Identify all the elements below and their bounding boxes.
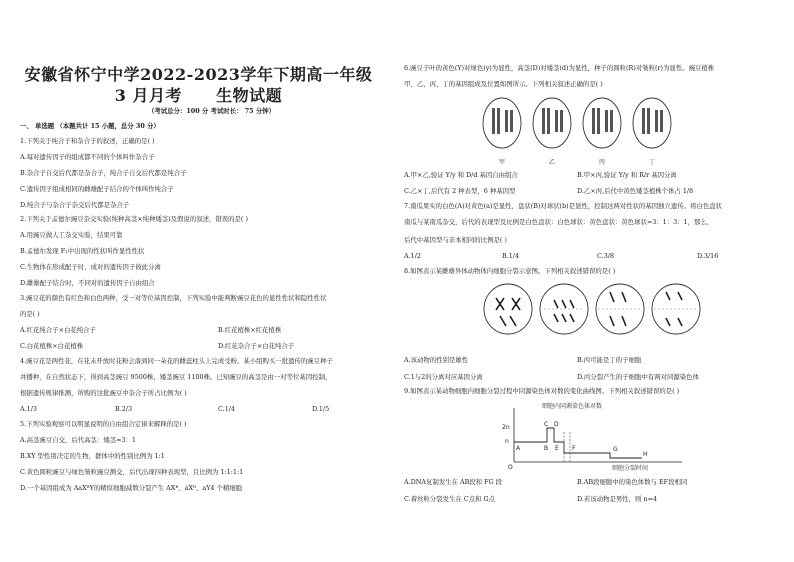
exam-title-line2 [0, 83, 397, 106]
q9-homologous-pairs-graph [492, 398, 692, 472]
point-b: B [544, 445, 549, 452]
q6-option-d: D.乙×丙,后代中黄色矮茎植株个体占 1/8 [577, 187, 694, 195]
q9-stem: 9.如图表示某动物细胞内细胞分裂过程中同源染色体对数的变化曲线图。下列相关叙述错误的是( ) [404, 387, 680, 395]
plant-ding-cell [633, 98, 671, 148]
point-a: A [516, 445, 521, 452]
q7-stem-line3: 后代中基因型与亲本相同的比例是( ) [404, 236, 507, 244]
q1-option-c: C.遗传因子组成相同的雌雄配子结合的个体叫作纯合子 [20, 185, 174, 193]
q1-option-b: B.杂合子自交后代都是杂合子，纯合子自交后代都是纯合子 [20, 169, 187, 177]
q3-stem-line2: 的是( ) [20, 310, 40, 318]
label-yi: 乙 [549, 159, 556, 166]
q3-option-b: B.红花植株×红花植株 [218, 326, 282, 334]
section-heading: 一、 单选题 （本题共计 15 小题，总分 30 分） [20, 122, 160, 130]
label-ding: 丁 [649, 159, 656, 166]
q4-stem-line1: 4.豌豆花是两性花，在花未开放时花粉会落到同一朵花的雌蕊柱头上完成受粉。某小组购买一批遗传的豌豆种子 [20, 357, 333, 365]
q6-stem-line2: 甲、乙、丙、丁的基因组成及位置如图所示。下列相关叙述正确的是( ) [404, 80, 603, 88]
q5-option-d: D.一个基因组成为 AaXᴮY的精原细胞减数分裂产生 AXᴮ、aXᴮ、aY4 个精细胞 [20, 484, 243, 492]
graph-curve [514, 428, 642, 458]
q1-stem: 1.下列关于纯合子和杂合子的叙述，正确的是( ) [20, 137, 155, 145]
q8-cell-division-figure [482, 280, 702, 340]
q2-option-a: A.用豌豆做人工杂交实验，结果可靠 [20, 231, 123, 239]
q2-option-d: D.雌雄配子结合时，不同对的遗传因子自由组合 [20, 279, 155, 287]
exam-month: 3 月月考 [114, 86, 183, 105]
exam-title-line1: 安徽省怀宁中学2022-2023学年下期高一年级 [24, 65, 373, 84]
q4-stem-line3: 根据遗传规律推测，所购的这批豌豆中杂合子所占比例为( ) [20, 389, 187, 397]
q5-option-b: B.XY 型性别决定的生物，群体中的性别比例为 1:1 [20, 452, 165, 460]
cell-3 [596, 284, 644, 334]
origin-label: O [508, 464, 513, 471]
q2-option-b: B.孟德尔发现 F₁中出现的性状叫作显性性状 [20, 247, 145, 255]
exam-info: （考试总分：100 分 考试时长： 75 分钟） [148, 107, 275, 115]
q1-option-d: D.纯合子与杂合子杂交后代都是杂合子 [20, 201, 130, 209]
exam-subject: 生物试题 [216, 86, 283, 105]
q3-option-d: D.红花杂合子×白花纯合子 [218, 342, 295, 350]
ytick-2n: 2n [502, 424, 510, 431]
plant-bing-cell [583, 98, 621, 148]
point-g: G [613, 446, 618, 453]
q8-option-a: A.该动物的性别是雄性 [404, 356, 469, 364]
ytick-n: n [505, 438, 509, 445]
q6-option-b: B.甲×丙,验证 Y/y 和 R/r 基因分离 [577, 171, 677, 179]
label-jia: 甲 [499, 159, 506, 166]
q5-option-a: A.高茎豌豆自交，后代高茎：矮茎=3：1 [20, 436, 136, 444]
q3-option-c: C.白花植株×白花植株 [20, 342, 84, 350]
q4-option-b: B.2/3 [115, 405, 133, 413]
q2-option-c: C.生物体在形成配子时，成对的遗传因子彼此分离 [20, 263, 161, 271]
q6-stem-line1: 6.豌豆子叶的黄色(Y)对绿色(y)为显性，高茎(D)对矮茎(d)为显性，种子的圆粒(R)对皱粒(r)为显性。豌豆植株 [404, 64, 715, 72]
q1-option-a: A.每对遗传因子的组成都不同的个体叫作杂合子 [20, 153, 155, 161]
q3-stem-line1: 3.豌豆花的颜色有红色和白色两种，受一对等位基因控制，下列实验中能判断豌豆花色的显性性状和隐性性状 [20, 294, 327, 302]
plant-jia-cell [483, 98, 521, 148]
point-d: D [554, 421, 559, 428]
q9-option-c: C.着丝粒分裂发生在 C点和 G点 [404, 495, 496, 503]
q7-option-c: C.3/8 [597, 252, 614, 260]
q8-option-d: D.丙分裂产生的子细胞中有两对同源染色体 [577, 373, 699, 381]
q4-option-c: C.1/4 [218, 405, 235, 413]
q8-option-b: B.丙可能是丁的子细胞 [577, 356, 642, 364]
graph-title: 细胞内同源染色体对数 [542, 403, 603, 410]
q3-option-a: A.红花纯合子×白花纯合子 [20, 326, 96, 334]
x-axis-label: 细胞分裂时间 [612, 465, 649, 472]
q9-option-d: D.若该动物是男性，则 n=4 [577, 495, 658, 503]
point-h: H [643, 451, 648, 458]
q2-stem: 2.下列关于孟德尔豌豆杂交实验(纯种高茎×纯种矮茎)及假说的叙述，错误的是( ) [20, 215, 248, 223]
point-f: F [572, 445, 576, 452]
q4-stem-line2: 并播种，在自然状态下，得到高茎豌豆 9500株，矮茎豌豆 1100株。已知豌豆的高茎是由一对等位基因控制， [20, 373, 332, 381]
q8-stem: 8.如图表示某雌雄异体动物体内细胞分裂示意图。下列相关叙述错误的是( ) [404, 267, 616, 275]
cell-2 [540, 284, 588, 334]
q8-option-c: C.1与2的分离对应基因分离 [404, 373, 483, 381]
cell-1 [484, 284, 532, 334]
point-e: E [555, 445, 559, 452]
cell-4 [652, 284, 700, 334]
q4-option-d: D.1/5 [312, 405, 330, 413]
q7-stem-line1: 7.南瓜果实的白色(A)对黄色(a)是显性，盘状(B)对球状(b)是显性，控制这两对性状的基因独立遗传。将白色盘状 [404, 202, 723, 210]
label-bing: 丙 [599, 159, 606, 166]
q9-option-a: A.DNA复制发生在 AB段和 FG 段 [404, 478, 503, 486]
q7-option-b: B.1/4 [502, 252, 520, 260]
q7-stem-line2: 南瓜与某南瓜杂交，后代的表现型及比例是白色盘状：白色球状：黄色盘状：黄色球状=3：1：3：1，那么， [404, 218, 714, 226]
point-c: C [544, 421, 549, 428]
q7-option-d: D.3/16 [697, 252, 719, 260]
plant-yi-cell [533, 98, 571, 148]
q6-chromosome-figure [477, 96, 677, 168]
q5-stem: 5.下列实验观察可以明显说明的自由组合定律来解释的是( ) [20, 420, 187, 428]
q9-option-b: B.AB段细胞中的染色体数与 EF段相同 [577, 478, 688, 486]
q4-option-a: A.1/3 [20, 405, 37, 413]
q7-option-a: A.1/2 [404, 252, 421, 260]
q6-option-a: A.甲×乙,验证 Y/y 和 D/d 基因自由组合 [404, 171, 518, 179]
q5-option-c: C.黄色圆粒豌豆与绿色皱粒豌豆测交，后代出现四种表现型，且比例为 1:1:1:1 [20, 468, 244, 476]
q6-option-c: C.乙×丁,后代有 2 种表型，6 种基因型 [404, 187, 516, 195]
right-column [397, 0, 794, 562]
